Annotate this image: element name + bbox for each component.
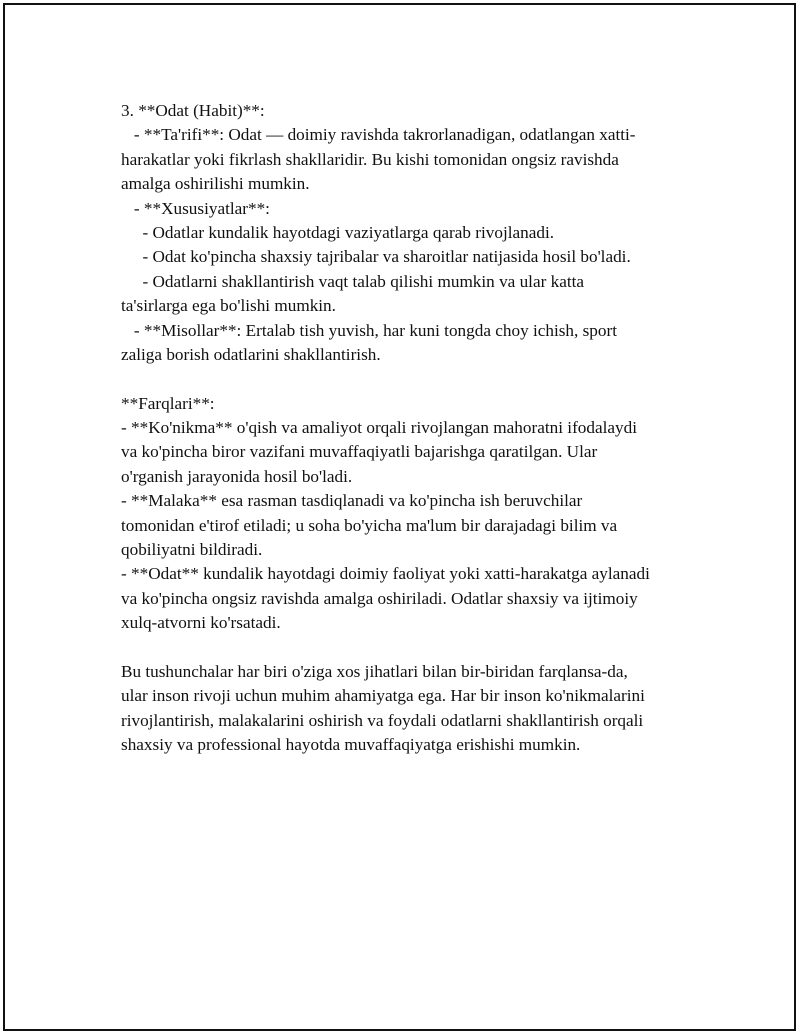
habit-features-heading: - **Xususiyatlar**: xyxy=(121,198,270,218)
paragraph-spacer xyxy=(121,636,701,660)
conclusion-line: Bu tushunchalar har biri o'ziga xos jihatlari bilan bir-biridan farqlansa-da, xyxy=(121,661,628,681)
habit-section xyxy=(121,99,701,367)
difference-skill-line: va ko'pincha biror vazifani muvaffaqiyatli bajarishga qaratilgan. Ular xyxy=(121,442,598,462)
habit-definition-line: harakatlar yoki fikrlash shakllaridir. Bu kishi tomonidan ongsiz ravishda xyxy=(121,149,619,169)
difference-qualification-line: qobiliyatni bildiradi. xyxy=(121,540,263,560)
difference-skill-line: - **Ko'nikma** o'qish va amaliyot orqali rivojlangan mahoratni ifodalaydi xyxy=(121,418,637,438)
difference-habit-line: - **Odat** kundalik hayotdagi doimiy faoliyat yoki xatti-harakatga aylanadi xyxy=(121,564,650,584)
habit-feature-item: ta'sirlarga ega bo'lishi mumkin. xyxy=(121,296,336,316)
difference-habit-line: va ko'pincha ongsiz ravishda amalga oshiriladi. Odatlar shaxsiy va ijtimoiy xyxy=(121,588,638,608)
page-frame xyxy=(3,3,796,1031)
habit-definition-line: amalga oshirilishi mumkin. xyxy=(121,174,310,194)
habit-feature-item: - Odat ko'pincha shaxsiy tajribalar va sharoitlar natijasida hosil bo'ladi. xyxy=(121,247,631,267)
difference-skill-line: o'rganish jarayonida hosil bo'ladi. xyxy=(121,466,353,486)
conclusion-line: ular inson rivoji uchun muhim ahamiyatga ega. Har bir inson ko'nikmalarini xyxy=(121,686,645,706)
habit-examples-line: - **Misollar**: Ertalab tish yuvish, har kuni tongda choy ichish, sport xyxy=(121,320,617,340)
paragraph-spacer xyxy=(121,367,701,391)
differences-heading: **Farqlari**: xyxy=(121,393,215,413)
habit-feature-item: - Odatlarni shakllantirish vaqt talab qilishi mumkin va ular katta xyxy=(121,271,585,291)
conclusion-section xyxy=(121,660,701,758)
document-body xyxy=(121,99,701,758)
conclusion-line: rivojlantirish, malakalarini oshirish va foydali odatlarni shakllantirish orqali xyxy=(121,710,644,730)
habit-examples-line: zaliga borish odatlarini shakllantirish. xyxy=(121,344,381,364)
habit-heading: 3. **Odat (Habit)**: xyxy=(121,101,265,120)
differences-section xyxy=(121,392,701,636)
habit-definition-line: - **Ta'rifi**: Odat — doimiy ravishda takrorlanadigan, odatlangan xatti- xyxy=(121,125,636,145)
conclusion-line: shaxsiy va professional hayotda muvaffaqiyatga erishishi mumkin. xyxy=(121,735,581,755)
habit-feature-item: - Odatlar kundalik hayotdagi vaziyatlarga qarab rivojlanadi. xyxy=(121,222,555,242)
difference-habit-line: xulq-atvorni ko'rsatadi. xyxy=(121,613,281,633)
difference-qualification-line: tomonidan e'tirof etiladi; u soha bo'yicha ma'lum bir darajadagi bilim va xyxy=(121,515,618,535)
difference-qualification-line: - **Malaka** esa rasman tasdiqlanadi va ko'pincha ish beruvchilar xyxy=(121,491,583,511)
